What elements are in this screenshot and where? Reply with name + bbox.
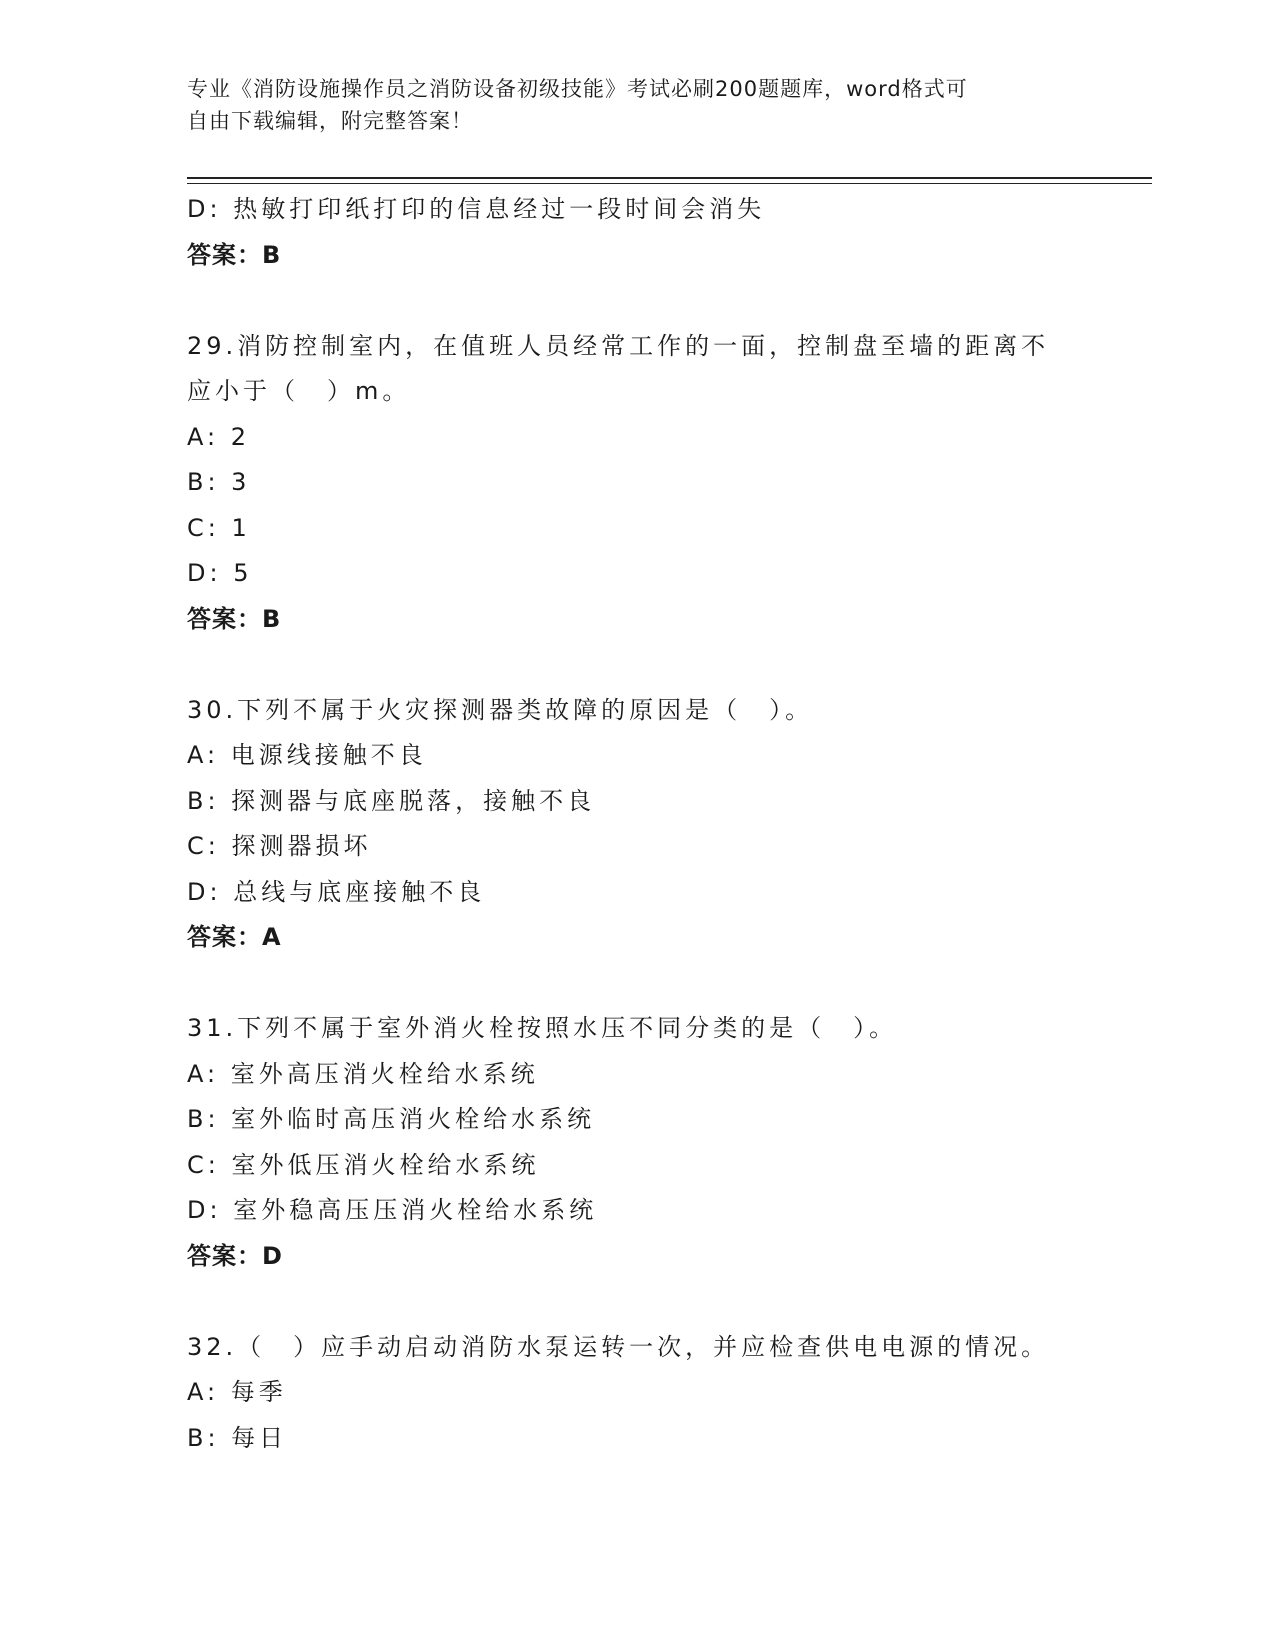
question-stem: 31.下列不属于室外消火栓按照水压不同分类的是（ ）。 (187, 1014, 898, 1042)
answer-label: 答案：B (187, 240, 282, 269)
spacer (187, 642, 1107, 688)
header-title-line-1: 专业《消防设施操作员之消防设备初级技能》考试必刷200题题库，word格式可 (187, 77, 968, 101)
option-b: B: 3 (187, 468, 251, 496)
option-b: B: 探测器与底座脱落，接触不良 (187, 786, 596, 815)
spacer (187, 1279, 1107, 1325)
header-title-line-2: 自由下载编辑，附完整答案！ (187, 109, 473, 133)
option-d: D: 室外稳高压压消火栓给水系统 (187, 1196, 598, 1224)
page-header (187, 73, 1067, 137)
question-stem: 32.（ ）应手动启动消防水泵运转一次，并应检查供电电源的情况。 (187, 1332, 1050, 1361)
option-b: B: 室外临时高压消火栓给水系统 (187, 1105, 596, 1133)
answer-label: 答案：B (187, 604, 282, 633)
question-list (187, 187, 1107, 1461)
option-c: C: 1 (187, 513, 251, 542)
question-31 (187, 1006, 1107, 1279)
question-32 (187, 1325, 1107, 1462)
question-stem: 29.消防控制室内，在值班人员经常工作的一面，控制盘至墙的距离不 (187, 331, 1050, 360)
option-d: D: 总线与底座接触不良 (187, 877, 486, 906)
answer-label: 答案：A (187, 923, 282, 951)
option-a: A: 电源线接触不良 (187, 741, 427, 769)
question-stem-continued: 应小于（ ）m。 (187, 377, 411, 405)
option-d: D: 热敏打印纸打印的信息经过一段时间会消失 (187, 195, 766, 223)
question-28-tail (187, 187, 1107, 278)
question-29 (187, 324, 1107, 643)
spacer (187, 961, 1107, 1007)
question-30 (187, 688, 1107, 961)
option-b: B: 每日 (187, 1423, 288, 1452)
option-a: A: 室外高压消火栓给水系统 (187, 1059, 539, 1088)
option-c: C: 室外低压消火栓给水系统 (187, 1150, 540, 1179)
header-divider-thin (187, 183, 1152, 184)
option-a: A: 每季 (187, 1378, 287, 1406)
question-stem: 30.下列不属于火灾探测器类故障的原因是（ ）。 (187, 695, 814, 724)
header-divider-thick (187, 177, 1152, 179)
option-c: C: 探测器损坏 (187, 832, 372, 860)
option-d: D: 5 (187, 559, 253, 587)
option-a: A: 2 (187, 422, 250, 451)
answer-label: 答案：D (187, 1241, 283, 1270)
spacer (187, 278, 1107, 324)
